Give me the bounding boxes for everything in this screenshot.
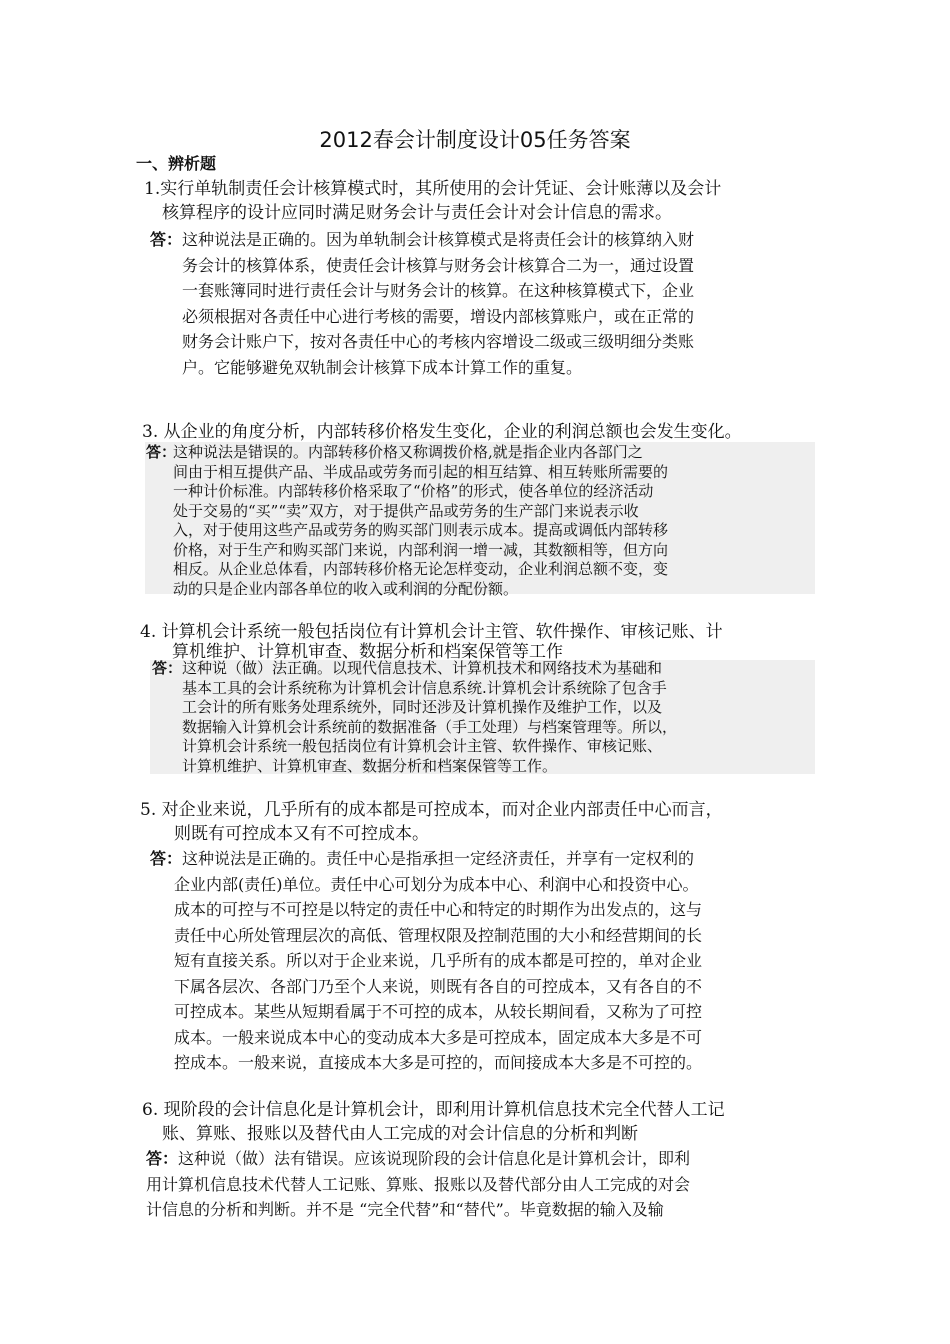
answer-line: 计算机维护、计算机审查、数据分析和档案保管等工作。 (182, 756, 558, 775)
answer-line: 间由于相互提供产品、半成品或劳务而引起的相互结算、相互转账所需要的 (173, 462, 669, 481)
answer-line: 成本。一般来说成本中心的变动成本大多是可控成本，固定成本大多是不可 (174, 1027, 703, 1047)
question-line: 3. 从企业的角度分析，内部转移价格发生变化，企业的利润总额也会发生变化。 (142, 422, 742, 442)
answer-line: 处于交易的“买”“卖”双方，对于提供产品或劳务的生产部门来说表示收 (173, 501, 639, 520)
answer-label: 答： (150, 849, 183, 868)
answer-label: 答： (146, 1149, 179, 1168)
question-line: 算机维护、计算机审查、数据分析和档案保管等工作 (172, 642, 563, 662)
answer-line: 价格，对于生产和购买部门来说，内部利润一增一减，其数额相等，但方向 (173, 540, 669, 559)
answer-line: 必须根据对各责任中心进行考核的需要，增设内部核算账户，或在正常的 (182, 306, 695, 326)
answer-line: 用计算机信息技术代替人工记账、算账、报账以及替代部分由人工完成的对会 (146, 1174, 691, 1194)
question-line: 5. 对企业来说，几乎所有的成本都是可控成本，而对企业内部责任中心而言， (140, 800, 723, 820)
answer-line: 一套账簿同时进行责任会计与财务会计的核算。在这种核算模式下，企业 (182, 281, 695, 300)
answer-line: 短有直接关系。所以对于企业来说，几乎所有的成本都是可控的，单对企业 (174, 951, 703, 970)
question-line: 4. 计算机会计系统一般包括岗位有计算机会计主管、软件操作、审核记账、计 (140, 622, 723, 642)
answer-line: 相反。从企业总体看，内部转移价格无论怎样变动，企业利润总额不变，变 (173, 560, 669, 578)
answer-label: 答： (146, 443, 177, 461)
answer-line: 可控成本。某些从短期看属于不可控的成本，从较长期间看，又称为了可控 (174, 1002, 703, 1021)
answer-line: 这种说法是正确的。责任中心是指承担一定经济责任，并享有一定权利的 (182, 849, 695, 868)
question-line: 核算程序的设计应同时满足财务会计与责任会计对会计信息的需求。 (162, 203, 672, 223)
answer-line: 计算机会计系统一般包括岗位有计算机会计主管、软件操作、审核记账、 (182, 737, 663, 755)
answer-line: 控成本。一般来说，直接成本大多是可控的，而间接成本大多是不可控的。 (174, 1053, 703, 1072)
question-line: 1.实行单轨制责任会计核算模式时，其所使用的会计凭证、会计账薄以及会计 (144, 179, 722, 199)
answer-label: 答： (150, 230, 183, 249)
answer-line: 基本工具的会计系统称为计算机会计信息系统.计算机会计系统除了包含手 (182, 678, 667, 697)
answer-line: 动的只是企业内部各单位的收入或利润的分配份额。 (173, 579, 519, 598)
question-line: 账、算账、报账以及替代由人工完成的对会计信息的分析和判断 (162, 1124, 638, 1144)
question-line: 6. 现阶段的会计信息化是计算机会计，即利用计算机信息技术完全代替人工记 (142, 1100, 725, 1120)
section-heading: 一、辨析题 (136, 154, 217, 173)
question-line: 则既有可控成本又有不可控成本。 (174, 824, 429, 844)
answer-line: 计信息的分析和判断。并不是 “完全代替”和“替代”。毕竟数据的输入及输 (146, 1200, 664, 1219)
answer-line: 责任中心所处管理层次的高低、管理权限及控制范围的大小和经营期间的长 (174, 925, 703, 945)
answer-label: 答： (152, 659, 183, 677)
answer-line: 工会计的所有账务处理系统外，同时还涉及计算机操作及维护工作，以及 (182, 698, 663, 716)
answer-line: 务会计的核算体系，使责任会计核算与财务会计核算合二为一，通过设置 (182, 255, 695, 275)
answer-line: 这种说（做）法正确。以现代信息技术、计算机技术和网络技术为基础和 (182, 659, 663, 677)
answer-line: 这种说法是正确的。因为单轨制会计核算模式是将责任会计的核算纳入财 (182, 230, 695, 249)
page-title: 2012春会计制度设计05任务答案 (319, 128, 631, 152)
answer-line: 企业内部(责任)单位。责任中心可划分为成本中心、利润中心和投资中心。 (174, 874, 699, 894)
answer-line: 一种计价标准。内部转移价格采取了“价格”的形式，使各单位的经济活动 (173, 482, 654, 500)
answer-line: 下属各层次、各部门乃至个人来说，则既有各自的可控成本，又有各自的不 (174, 976, 703, 996)
answer-line: 户。它能够避免双轨制会计核算下成本计算工作的重复。 (182, 357, 583, 377)
answer-line: 这种说法是错误的。内部转移价格又称调拨价格,就是指企业内各部门之 (173, 443, 643, 461)
answer-line: 财务会计账户下，按对各责任中心的考核内容增设二级或三级明细分类账 (182, 332, 695, 351)
answer-line: 入，对于使用这些产品或劳务的购买部门则表示成本。提高或调低内部转移 (173, 521, 669, 539)
answer-line: 数据输入计算机会计系统前的数据准备（手工处理）与档案管理等。所以， (182, 717, 678, 736)
answer-line: 成本的可控与不可控是以特定的责任中心和特定的时期作为出发点的，这与 (174, 900, 703, 919)
answer-line: 这种说（做）法有错误。应该说现阶段的会计信息化是计算机会计，即利 (178, 1149, 691, 1168)
